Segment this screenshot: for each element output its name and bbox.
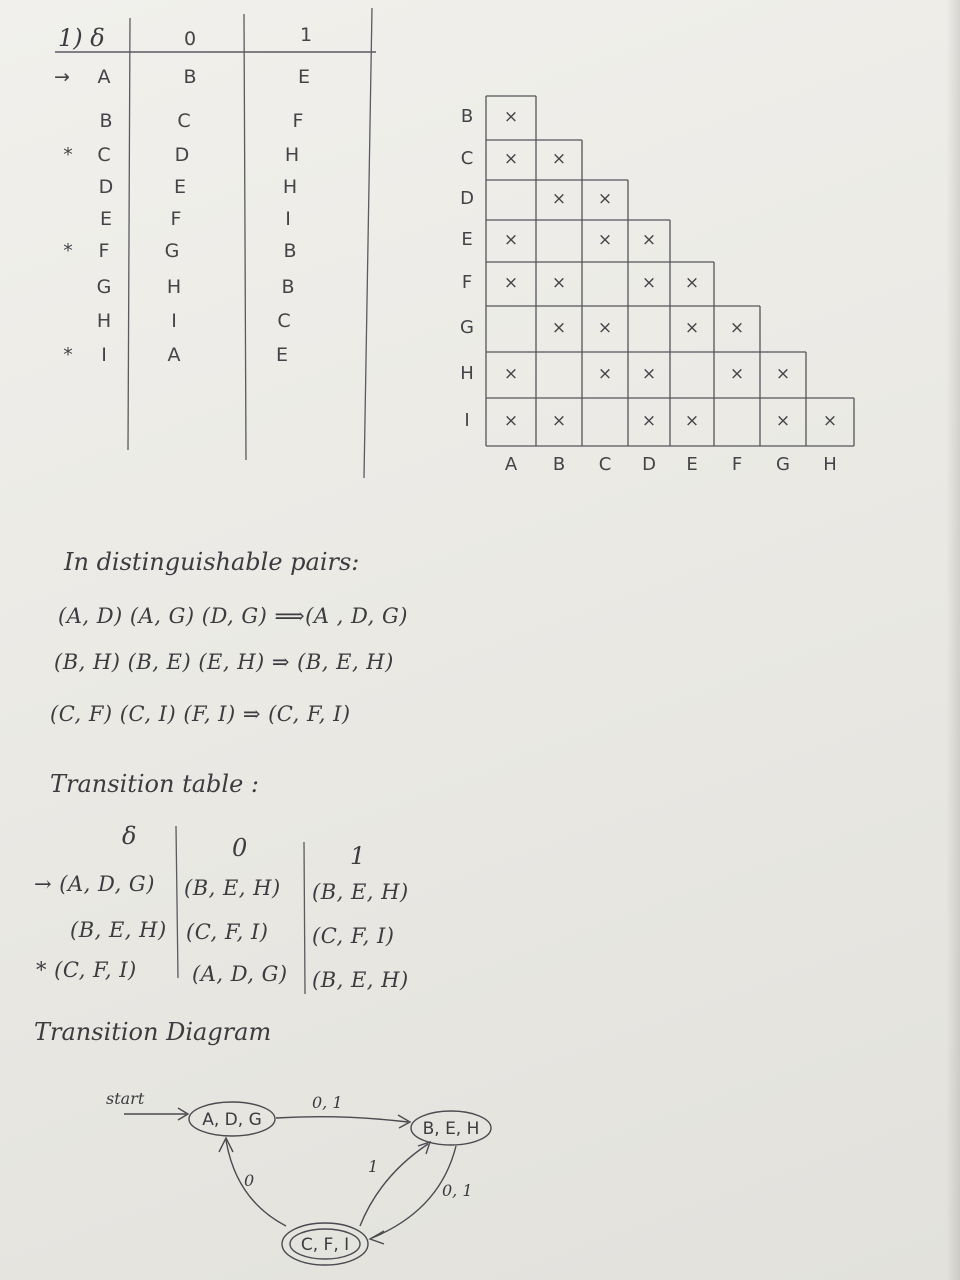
edge-beh-to-cfi-head <box>370 1231 384 1244</box>
grid-mark-x: × <box>551 149 567 169</box>
delta-row-on0: E <box>173 176 186 198</box>
delta-table-label: 1) δ <box>58 24 105 52</box>
grid-mark-x: × <box>503 149 519 169</box>
grid-col-label: G <box>776 454 790 475</box>
grid-col-label: C <box>598 454 612 475</box>
transition-table-heading: Transition table : <box>50 770 260 798</box>
grid-mark-x: × <box>503 230 519 250</box>
delta-row-on1: B <box>281 276 295 298</box>
tt-row-3-on1: (B, E, H) <box>312 968 409 992</box>
delta-row-on1: E <box>297 66 310 88</box>
delta-row-state: A <box>97 66 111 88</box>
grid-mark-x: × <box>503 107 519 127</box>
delta-row-marker: * <box>63 240 73 262</box>
grid-mark-x: × <box>729 364 745 384</box>
delta-row-on1: H <box>282 176 298 198</box>
grid-row-label: B <box>460 106 474 127</box>
transition-table-col1: 1 <box>350 842 366 870</box>
grid-col-label: A <box>504 454 518 475</box>
delta-table-vrule-1 <box>128 18 130 450</box>
grid-mark-x: × <box>597 364 613 384</box>
transition-table-vrule-2 <box>304 842 305 994</box>
transition-table-vrule-1 <box>176 826 178 978</box>
grid-mark-x: × <box>551 411 567 431</box>
indistinguishable-line-2: (B, H) (B, E) (E, H) ⇒ (B, E, H) <box>54 650 394 674</box>
tt-row-1-on0: (B, E, H) <box>184 876 281 900</box>
delta-row-state: I <box>101 344 107 366</box>
delta-row-on0: B <box>183 66 197 88</box>
delta-row-state: D <box>98 176 114 198</box>
grid-mark-x: × <box>684 318 700 338</box>
delta-row-on1: B <box>283 240 297 262</box>
grid-mark-x: × <box>551 318 567 338</box>
delta-row-state: B <box>99 110 113 132</box>
tt-row-2-on1: (C, F, I) <box>312 924 395 948</box>
delta-row-on0: F <box>170 208 182 230</box>
transition-table-col0: 0 <box>232 834 248 862</box>
grid-row-label: F <box>461 272 473 293</box>
edge-adg-to-beh <box>276 1117 408 1122</box>
tt-row-2-state: (B, E, H) <box>70 918 167 942</box>
delta-row-state: F <box>98 240 110 262</box>
tt-row-2-on0: (C, F, I) <box>186 920 269 944</box>
grid-col-label: B <box>552 454 566 475</box>
grid-mark-x: × <box>597 189 613 209</box>
delta-row-on0: G <box>164 240 180 262</box>
delta-table-col0-header: 0 <box>183 28 197 50</box>
grid-mark-x: × <box>597 318 613 338</box>
grid-mark-x: × <box>684 411 700 431</box>
delta-row-on0: C <box>177 110 191 132</box>
grid-mark-x: × <box>822 411 838 431</box>
tt-row-1-state: → (A, D, G) <box>34 872 155 896</box>
grid-mark-x: × <box>641 230 657 250</box>
indistinguishable-heading: In distinguishable pairs: <box>64 548 360 576</box>
grid-col-label: D <box>642 454 656 475</box>
transition-table-delta: δ <box>122 822 137 850</box>
edge-label-cfi-beh: 1 <box>368 1157 379 1176</box>
grid-mark-x: × <box>503 273 519 293</box>
delta-row-on1: H <box>284 144 300 166</box>
edge-cfi-to-beh-head <box>418 1142 430 1154</box>
grid-row-label: I <box>464 410 470 431</box>
tt-row-3-on0: (A, D, G) <box>192 962 288 986</box>
transition-diagram-heading: Transition Diagram <box>34 1018 272 1046</box>
delta-row-on0: D <box>174 144 190 166</box>
delta-row-state: H <box>96 310 112 332</box>
delta-row-on0: A <box>167 344 181 366</box>
edge-label-beh-cfi: 0, 1 <box>442 1181 473 1200</box>
grid-mark-x: × <box>641 273 657 293</box>
grid-col-label: E <box>686 454 698 475</box>
grid-row-label: E <box>461 229 473 250</box>
tt-row-1-on1: (B, E, H) <box>312 880 409 904</box>
grid-mark-x: × <box>775 364 791 384</box>
delta-row-state: G <box>96 276 112 298</box>
delta-row-marker: → <box>54 66 70 88</box>
grid-mark-x: × <box>503 411 519 431</box>
grid-col-label: H <box>823 454 837 475</box>
delta-row-marker: * <box>63 144 73 166</box>
delta-row-state: E <box>99 208 112 230</box>
grid-mark-x: × <box>641 411 657 431</box>
edge-cfi-to-adg <box>226 1140 286 1226</box>
node-label-adg: A, D, G <box>202 1110 262 1130</box>
grid-row-label: C <box>460 148 474 169</box>
grid-mark-x: × <box>684 273 700 293</box>
delta-table-vrule-3 <box>364 8 372 478</box>
delta-row-on0: H <box>166 276 182 298</box>
tt-row-3-state: * (C, F, I) <box>36 958 137 982</box>
indistinguishable-line-1: (A, D) (A, G) (D, G) ⟹(A , D, G) <box>58 604 408 628</box>
delta-row-on1: F <box>292 110 304 132</box>
delta-row-on0: I <box>171 310 177 332</box>
node-label-beh: B, E, H <box>422 1119 480 1139</box>
grid-mark-x: × <box>551 189 567 209</box>
delta-row-marker: * <box>63 344 73 366</box>
grid-mark-x: × <box>597 230 613 250</box>
grid-mark-x: × <box>775 411 791 431</box>
delta-table-col1-header: 1 <box>299 24 313 46</box>
delta-table-vrule-2 <box>244 14 246 460</box>
edge-label-cfi-adg: 0 <box>244 1171 255 1190</box>
grid-row-label: G <box>460 317 474 338</box>
node-label-cfi: C, F, I <box>300 1235 350 1255</box>
delta-row-on1: C <box>277 310 291 332</box>
indistinguishable-line-3: (C, F) (C, I) (F, I) ⇒ (C, F, I) <box>50 702 351 726</box>
edge-label-adg-beh: 0, 1 <box>312 1093 343 1112</box>
delta-row-on1: I <box>285 208 291 230</box>
grid-row-label: H <box>460 363 474 384</box>
start-label: start <box>106 1089 145 1108</box>
grid-mark-x: × <box>641 364 657 384</box>
grid-mark-x: × <box>729 318 745 338</box>
grid-row-label: D <box>460 188 474 209</box>
grid-col-label: F <box>731 454 743 475</box>
grid-mark-x: × <box>503 364 519 384</box>
delta-row-state: C <box>97 144 111 166</box>
grid-mark-x: × <box>551 273 567 293</box>
delta-row-on1: E <box>275 344 288 366</box>
